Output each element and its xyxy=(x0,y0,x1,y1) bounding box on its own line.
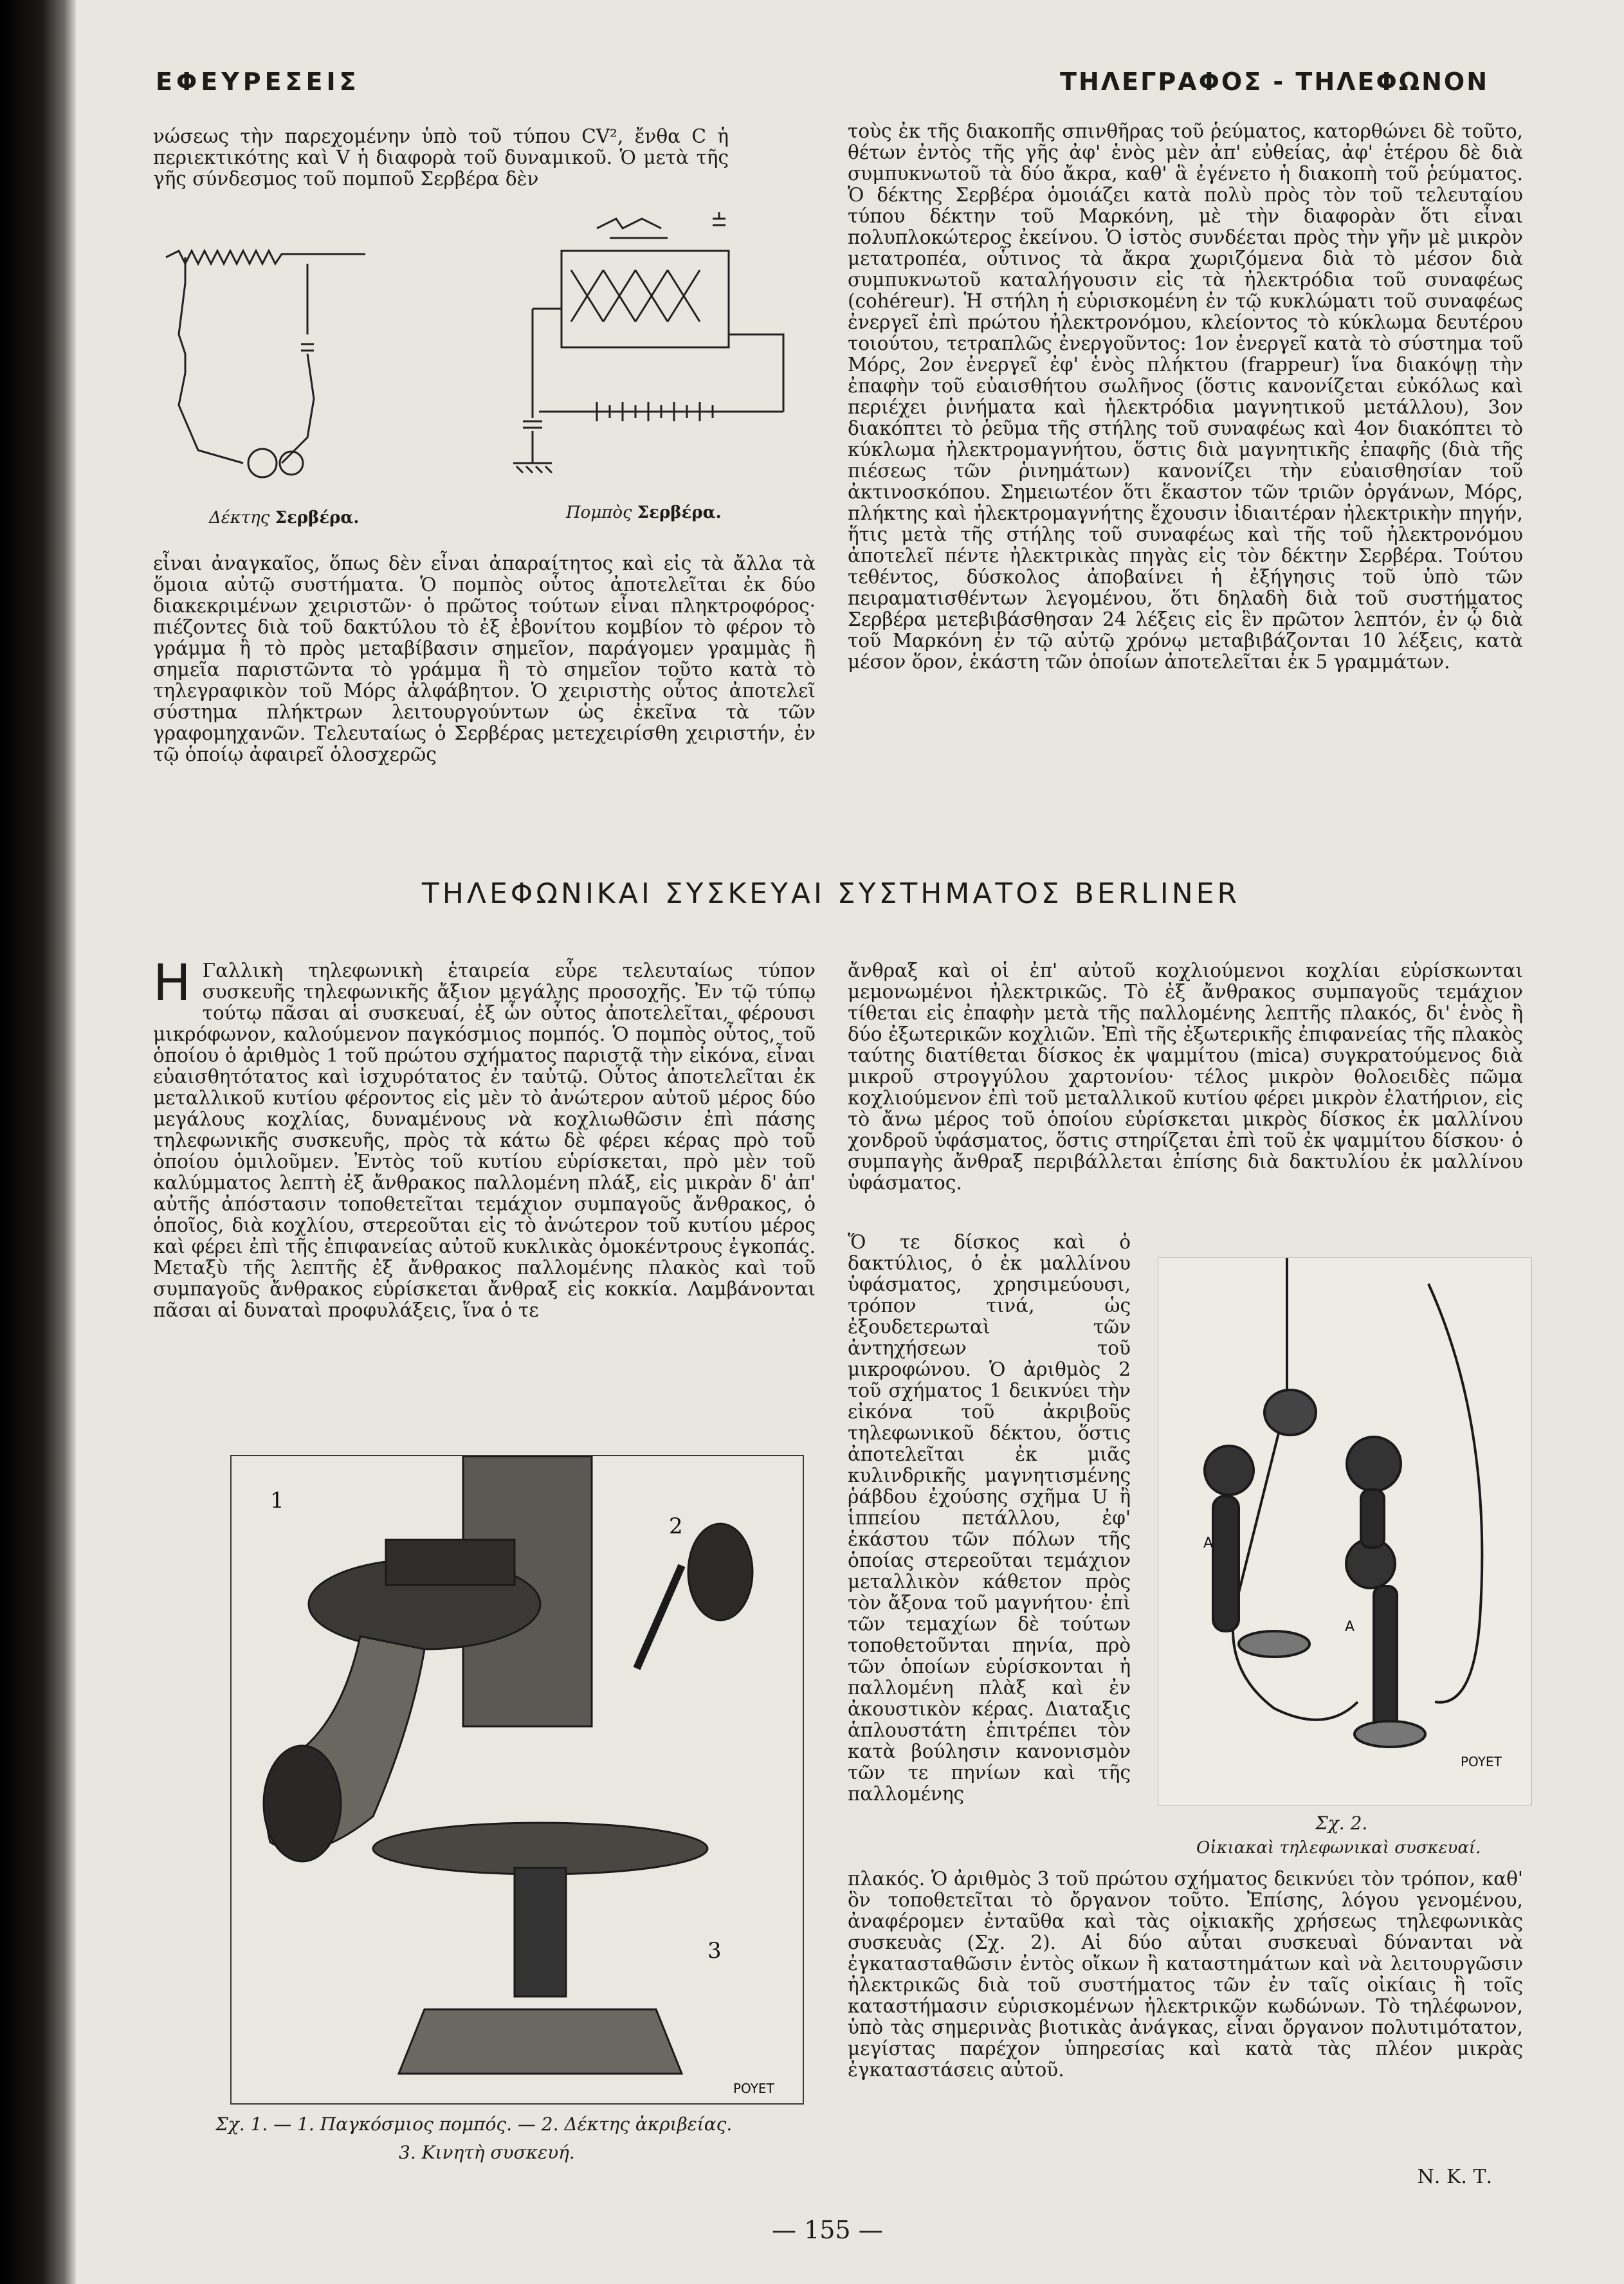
desk-stand-column xyxy=(515,1868,566,1996)
handle-right-lower xyxy=(1374,1586,1397,1734)
hook-cup-right xyxy=(1355,1721,1425,1747)
ground-symbol xyxy=(513,463,552,473)
figure-2 xyxy=(1158,1257,1532,1805)
running-head-left: ΕΦΕΥΡΕΣΕΙΣ xyxy=(156,68,360,96)
bottom-left-column xyxy=(153,955,816,1321)
maker-mark: POYET xyxy=(1461,1754,1502,1769)
article-text-narrow: Ὅ τε δίσκος καὶ ὁ δακτύλιος, ὁ ἐκ μαλλίνου ὑφάσματος, χρησιμεύουσι, τρόπον τινά, ὡς ἐξουδετερωταὶ τῶν ἀντηχήσεων τοῦ μικροφώνου. Ὁ ἀριθμὸς 2 τοῦ σχήματος 1 δεικνύει τὴν εἰκόνα τοῦ ἀκριβοῦς τηλεφωνικοῦ δέκτου, ὅστις ἀποτελεῖται ἐκ μιᾶς κυλινδρικῆς μαγνητισμένης ῥάβδου ἐχούσης σχῆμα U ἢ ἱππείου πετάλλου, ἐφ' ἑκάστου τῶν πόλων τῆς ὁποίας στερεοῦται τεμάχιον μεταλλικὸν κάθετον πρὸς τὸν ἄξονα τοῦ μαγνήτου· ἐπὶ τῶν τεμαχίων δὲ τούτων τοποθετοῦνται πηνία, πρὸ τῶν ὁποίων εὑρίσκονται ἡ παλλομένη πλὰξ καὶ ἐν ἀκουστικὸν κέρας. Διαταξις ἁπλουστάτη ἐπιτρέπει τὸν κατὰ βούλησιν κανονισμὸν τῶν τε πηνίων καὶ τῆς παλλομένης xyxy=(848,1231,1131,1805)
horn-mouth xyxy=(264,1746,341,1861)
receiver-handle xyxy=(637,1566,682,1668)
fig2-caption-number: Σχ. 2. xyxy=(1315,1813,1368,1834)
figure-number-3: 3 xyxy=(707,1938,722,1964)
bottom-right-top xyxy=(848,960,1523,1194)
handle-left xyxy=(1213,1496,1239,1631)
sender-battery xyxy=(539,334,783,412)
fig1-caption-line2: 3. Κινητὴ συσκευή. xyxy=(399,2142,575,2163)
maker-mark: POYET xyxy=(733,2081,774,2096)
receiver-earpiece-right xyxy=(1347,1437,1401,1491)
household-telephones-illustration xyxy=(1158,1258,1531,1773)
receiver-right-wire xyxy=(713,212,725,225)
top-left-body xyxy=(153,553,816,765)
article-text-end: πλακός. Ὁ ἀριθμὸς 3 τοῦ πρώτου σχήματος δεικνύει τὸν τρόπον, καθ' ὃν τοποθετεῖται τὸ ὄργανον τοῦτο. Ἐπίσης, λόγου γενομένου, ἀναφέρομεν ἐνταῦθα καὶ τὰς οἰκιακῆς χρήσεως τηλεφωνικὰς συσκευὰς (Σχ. 2). Αἱ δύο αὗται συσκευαὶ δύνανται νὰ ἐγκατασταθῶσιν ἐντὸς οἴκων ἢ καταστημάτων καὶ νὰ λειτουργῶσιν ἠλεκτρικῶς διὰ τοῦ συστήματος τῶν ἐν ταῖς οἰκίαις ἢ τοῖς καταστήμασιν εὑρισκομένων ἠλεκτρικῶν κωδώνων. Τὸ τηλέφωνον, ὑπὸ τὰς σημερινὰς βιοτικὰς ἀνάγκας, εἶναι ὄργανον πολυτιμότατον, μεγίστας παρέχον ὑπηρεσίας καὶ κατὰ τὰς πλέον μικρὰς ἐγκαταστάσεις αὐτοῦ. xyxy=(848,1868,1523,2081)
pear-switch xyxy=(1264,1390,1316,1435)
drop-cap: Η xyxy=(153,955,191,1012)
author-signature: Ν. Κ. Τ. xyxy=(1417,2166,1492,2188)
precision-receiver xyxy=(688,1524,753,1620)
body-text: εἶναι ἀναγκαῖος, ὅπως δὲν εἶναι ἀπαραίτητος καὶ εἰς τὰ ἄλλα τὰ ὅμοια αὐτῷ συστήματα. Ὁ πομπὸς οὗτος ἀποτελεῖται ἐκ δύο διακεκριμένων χειριστῶν· ὁ πρῶτος τούτων εἶναι πληκτροφόρος· πιέζοντες διὰ τοῦ δακτύλου τὸ ἐξ ἐβονίτου κομβίον τὸ φέρον τὸ γράμμα ἢ τὸ πρὸς μεταβίβασιν σημεῖον, παράγομεν γραμμὰς ἢ σημεῖα παριστῶντα τὸ γράμμα ἢ τὸ σημεῖον τοῦτο κατὰ τὸ τηλεγραφικὸν τοῦ Μόρς ἀλφάβητον. Ὁ χειριστὴς οὗτος ἀποτελεῖ σύστημα πλήκτρων λειτουργούντων ὡς ἐκεῖνα τὰ τῶν γραφομηχανῶν. Τελευταίως ὁ Σερβέρας μετεχειρίσθη χειριστήν, ἐν τῷ ὁποίῳ ἀφαιρεῖ ὁλοσχερῶς xyxy=(153,553,816,765)
telephone-apparatus-illustration xyxy=(232,1456,803,2103)
receiver-earpiece-left xyxy=(1205,1446,1254,1495)
page-number: — 155 — xyxy=(772,2216,883,2244)
figure-number-1: 1 xyxy=(270,1488,284,1513)
sender-coil-cross xyxy=(571,270,700,322)
transmitter-screws xyxy=(386,1540,515,1585)
servera-circuit-diagram xyxy=(153,193,803,489)
bottom-right-wide xyxy=(848,1868,1523,2081)
sender-spark-gap xyxy=(597,219,668,238)
label-a-right: A xyxy=(1345,1619,1355,1635)
label-a-left: A xyxy=(1203,1535,1214,1551)
hook-cup-left xyxy=(1239,1631,1309,1657)
top-right-column xyxy=(848,121,1523,673)
running-head-right: ΤΗΛΕΓΡΑΦΟΣ - ΤΗΛΕΦΩΝΟΝ xyxy=(1060,68,1489,96)
figure-1 xyxy=(230,1455,804,2105)
caption-sender: Πομπὸς Σερβέρα. xyxy=(566,503,722,522)
sender-coil-box xyxy=(561,251,729,347)
article-text: Γαλλικὴ τηλεφωνικὴ ἑταιρεία εὗρε τελευταίως τύπον συσκευῆς τηλεφωνικῆς ἄξιον μεγάλης προσοχῆς. Ἐν τῷ τύπῳ τούτῳ πᾶσαι αἱ συσκευαί, ἐξ ὧν οὗτος ἀποτελεῖται, φέρουσι μικρόφωνον, καλούμενον παγκόσμιος πομπός. Ὁ πομπὸς οὗτος, τοῦ ὁποίου ὁ ἀριθμὸς 1 τοῦ πρώτου σχήματος παριστᾷ τὴν εἰκόνα, εἶναι εὐαισθητότατος καὶ ἰσχυρότατος ἐν ταὐτῷ. Οὗτος ἀποτελεῖται ἐκ μεταλλικοῦ κυτίου φέροντος εἰς μὲν τὸ ἀνώτερον αὐτοῦ μέρος δύο μεγάλους κοχλίας, δυναμένους νὰ κοχλιωθῶσιν ἐπὶ πάσης τηλεφωνικῆς συσκευῆς, πρὸς τὰ κάτω δὲ φέρει κέρας πρὸ τοῦ ὁποίου ὁμιλοῦμεν. Ἐντὸς τοῦ κυτίου εὑρίσκεται, πρὸ μὲν τοῦ καλύμματος λεπτὴ ἐξ ἄνθρακος παλλομένη πλάξ, εἰς μικρὰν δ' ἀπ' αὐτῆς ἀπόστασιν τοποθετεῖται τεμάχιον συμπαγοῦς ἄνθρακος, ὁ ὁποῖος, διὰ κοχλίου, στερεοῦται εἰς τὸ ἀνώτερον τοῦ κυτίου μέρος καὶ φέρει ἐπὶ τῆς ἐπιφανείας αὐτοῦ κυκλικὰς ὁμοκέντρους ἐγκοπάς. Μεταξὺ τῆς λεπτῆς ἐξ ἄνθρακος παλλομένης πλακὸς καὶ τοῦ συμπαγοῦς ἄνθρακος εὑρίσκεται ἄνθραξ εἰς κοκκία. Λαμβάνονται πᾶσαι αἱ δυναταὶ προφυλάξεις, ἵνα ὁ τε xyxy=(153,960,816,1321)
bottom-right-narrow xyxy=(848,1232,1131,1805)
receiver-wire-left xyxy=(179,257,243,463)
fig1-caption-line1: Σχ. 1. — 1. Παγκόσμιος πομπός. — 2. Δέκτης ἀκριβείας. xyxy=(215,2114,733,2135)
section-title: ΤΗΛΕΦΩΝΙΚΑΙ ΣΥΣΚΕΥΑΙ ΣΥΣΤΗΜΑΤΟΣ BERLINER xyxy=(421,877,1241,910)
caption-receiver: Δέκτης Σερβέρα. xyxy=(209,508,360,527)
sender-wire xyxy=(523,309,561,463)
intro-text: νώσεως τὴν παρεχομένην ὑπὸ τοῦ τύπου CV², ἔνθα C ἡ περιεκτικότης καὶ V ἡ διαφορὰ τοῦ δυναμικοῦ. Ὁ μετὰ τῆς γῆς σύνδεσμος τοῦ πομποῦ Σερβέρα δὲν xyxy=(153,125,729,190)
top-left-intro xyxy=(153,126,729,190)
article-text-continued: ἄνθραξ καὶ οἱ ἐπ' αὐτοῦ κοχλιούμενοι κοχλίαι εὑρίσκωνται μεμονωμένοι ἠλεκτρικῶς. Τὸ ἐξ ἄνθρακος συμπαγοῦς τεμάχιον τίθεται εἰς ἐπαφὴν μετὰ τῆς παλλομένης λεπτῆς πλακός, δι' ἑνὸς ἢ δύο ἐξωτερικῶν κοχλιῶν. Ἐπὶ τῆς ἐξωτερικῆς ἐπιφανείας τῆς πλακὸς ταύτης διατίθεται δίσκος ἐκ ψαμμίτου (mica) συγκρατούμενος διὰ μικροῦ στρογγύλου χαρτονίου· τέλος μικρὸν θολοειδὲς πῶμα κοχλιούμενον ἐπὶ τοῦ μεταλλικοῦ κυτίου φέρει μικρὸν ἐλατήριον, εἰς τὸ ἄνω μέρος τοῦ ὁποίου εὑρίσκεται μικρὸς δίσκος ἐκ μαλλίνου χονδροῦ ὑφάσματος, ὅστις στηρίζεται ἐπὶ τοῦ ἐκ ψαμμίτου δίσκου· ὁ συμπαγὴς ἄνθραξ περιβάλλεται ἐπίσης διὰ δακτυλίου ἐκ μαλλίνου ὑφάσματος. xyxy=(848,960,1523,1194)
hanging-cord-right xyxy=(1428,1284,1482,1703)
desk-handset xyxy=(373,1823,707,1874)
receiver-coil-left xyxy=(248,449,277,477)
right-column-text: τοὺς ἐκ τῆς διακοπῆς σπινθῆρας τοῦ ῥεύματος, κατορθώνει δὲ τοῦτο, θέτων ἐντὸς τῆς γῆς ἀφ' ἑνὸς μὲν ἀπ' εὐθείας, ἀφ' ἑτέρου δὲ διὰ συμπυκνωτοῦ τὰ δύο ἄκρα, καθ' ἃ ἐγένετο ἡ διακοπὴ τοῦ ῥεύματος. Ὁ δέκτης Σερβέρα ὁμοιάζει κατὰ πολὺ πρὸς τὸν τοῦ τελευταίου τύπου δέκτην τοῦ Μαρκόνη, μὲ τὴν διαφορὰν ὅτι εἶναι πολυπλοκώτερος ἐκείνου. Ὁ ἱστὸς συνδέεται πρὸς τὴν γῆν μὲ μικρὸν μετατροπέα, οὗτινος τὰ ἄκρα χωριζόμενα διὰ τὸ μέσον διὰ συμπυκνωτοῦ καταλήγουσιν εἰς τὰ ἠλεκτρόδια τοῦ συναφέως (cohéreur). Ἡ στήλη ἡ εὑρισκομένη ἐν τῷ κυκλώματι τοῦ συναφέως ἐνεργεῖ ἐπὶ πρώτου ἠλεκτρονόμου, κλείοντος τὸ κύκλωμα δευτέρου τοιούτου, τετραπλῶς ἐνεργοῦντος: 1ον ἐνεργεῖ κατὰ τὸ σύστημα τοῦ Μόρς, 2ον ἐνεργεῖ ἐφ' ἑνὸς πλήκτου (frappeur) ἵνα διακόψῃ τὴν ἐπαφὴν τοῦ εὐαισθήτου σωλῆνος (ὅστις κανονίζεται εὐκόλως καὶ περιέχει ῥινήματα καὶ ἠλεκτρόδια μαγνητικοῦ μετάλλου), 3ον διακόπτει τὸ ῥεῦμα τῆς στήλης τοῦ συναφέως καὶ 4ον διακόπτει τὸ κύκλωμα ἠλεκτρομαγνήτου, ὅστις διὰ μαγνητικῆς ἐπαφῆς (διὰ τῆς πιέσεως τῶν ῥινημάτων) κανονίζει τὴν εὐαισθησίαν τοῦ ἀκτινοσκόπου. Σημειωτέον ὅτι ἕκαστον τῶν τριῶν ὀργάνων, Μόρς, πλήκτης καὶ ἠλεκτρομαγνήτης ἔχουσιν ἰδιαιτέραν ἠλεκτρικὴν πηγήν, ἥτις μετὰ τῆς στήλης τοῦ συναφέως καὶ τῆς τοῦ ἠλεκτρονόμου ἀποτελεῖ πέντε ἠλεκτρικὰς πηγὰς εἰς τὸν δέκτην Σερβέρα. Τούτου τεθέντος, δύσκολος ἀποβαίνει ἡ ἐξήγησις τοῦ ὑπὸ τῶν πειραματισθέντων λεγομένου, ὅτι δηλαδὴ διὰ τοῦ συστήματος Σερβέρα μετεβιβάσθησαν 24 λέξεις εἰς ἓν πρῶτον λεπτόν, ἐν ᾧ διὰ τοῦ Μαρκόνη ἐν τῷ αὐτῷ χρόνῳ μεταβιβάζονται 10 λέξεις, κατὰ μέσον ὅρον, ἑκάστη τῶν ὁποίων ἀποτελεῖται ἐκ 5 γραμμάτων. xyxy=(848,120,1523,673)
desk-stand-base xyxy=(399,2009,682,2074)
figure-number-2: 2 xyxy=(669,1513,683,1539)
receiver-wire-right xyxy=(282,264,314,463)
receiver-coil-right xyxy=(280,452,303,475)
receiver-antenna xyxy=(166,251,365,264)
fig2-caption-text: Οἰκιακαὶ τηλεφωνικαὶ συσκευαί. xyxy=(1196,1838,1481,1858)
handle-right xyxy=(1361,1490,1384,1548)
